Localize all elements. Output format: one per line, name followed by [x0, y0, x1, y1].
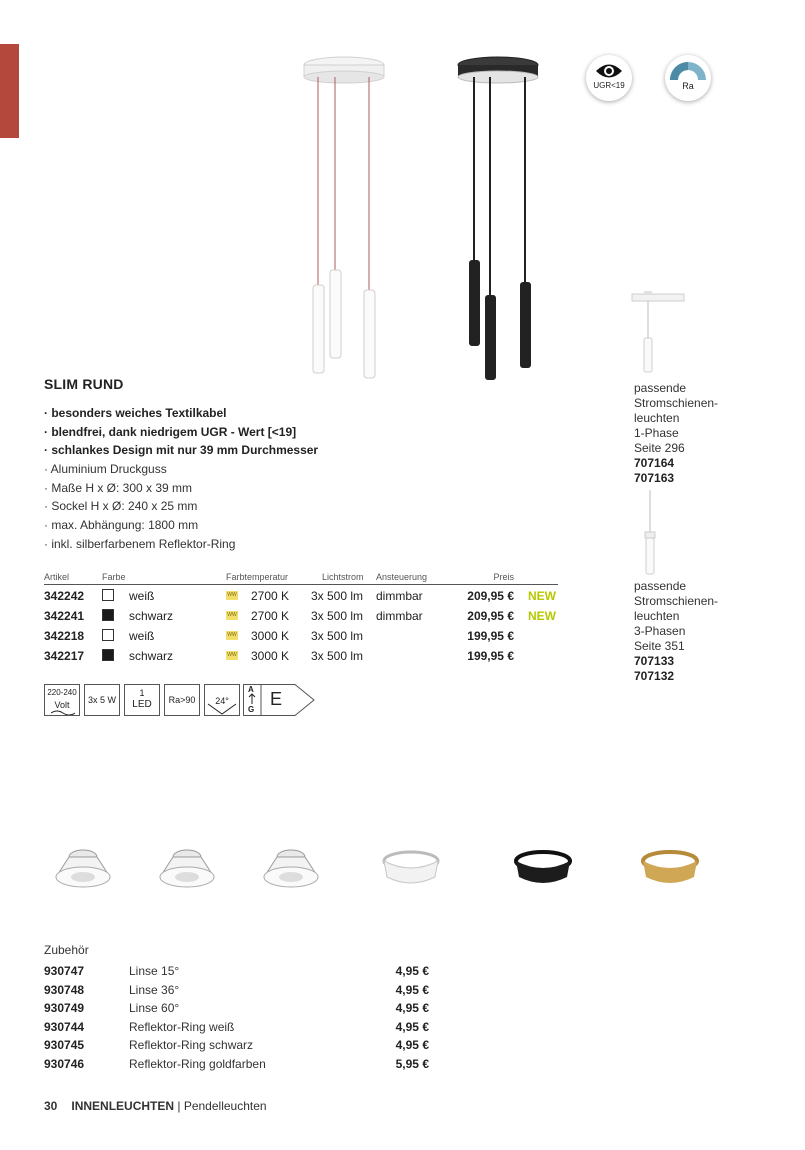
product-image-pendants [280, 50, 570, 390]
accessory-article: 930748 [44, 982, 85, 997]
color-temperature: 2700 K [251, 589, 290, 603]
price: 199,95 € [467, 629, 514, 643]
ugr-badge [586, 55, 632, 101]
beam-v-icon [207, 703, 237, 715]
control-type: dimmbar [376, 609, 423, 623]
side-article: 707164 [634, 456, 675, 470]
new-badge: NEW [528, 589, 556, 603]
color-swatch [102, 629, 114, 641]
side-text: 3-Phasen [634, 624, 686, 638]
page-footer [44, 1099, 267, 1113]
list-item [44, 1018, 429, 1037]
voltage-unit: Volt [54, 700, 70, 710]
warm-white-icon: WW [227, 592, 237, 598]
color-name: weiß [129, 589, 155, 603]
ra-badge [665, 55, 711, 101]
accessory-name: Linse 36° [129, 982, 180, 997]
luminous-flux: 3x 500 lm [311, 649, 364, 663]
side-note-1phase [634, 381, 718, 486]
ra-value: Ra>90 [168, 695, 196, 705]
warm-white-icon: WW [227, 612, 237, 618]
col-preis: Preis [493, 572, 514, 582]
power-icon [84, 684, 120, 716]
list-item [44, 962, 429, 981]
side-text: 1-Phase [634, 426, 679, 440]
subsection-name: Pendelleuchten [183, 1099, 267, 1113]
color-swatch [102, 649, 114, 661]
color-name: schwarz [129, 649, 174, 663]
side-note-3phasen [634, 579, 718, 684]
lens-36-image [152, 835, 222, 905]
list-item [44, 981, 429, 1000]
track-light-3phase-image [640, 490, 660, 578]
section-name: INNENLEUCHTEN [71, 1099, 175, 1113]
luminous-flux: 3x 500 lm [311, 609, 364, 623]
accessory-price: 4,95 € [395, 964, 429, 978]
accessory-article: 930747 [44, 964, 85, 978]
accessories-heading: Zubehör [44, 943, 89, 957]
table-header [44, 570, 558, 585]
page-number: 30 [44, 1099, 58, 1113]
table-row [44, 605, 558, 625]
luminous-flux: 3x 500 lm [311, 629, 364, 643]
product-title: SLIM RUND [44, 376, 124, 392]
article-number: 342241 [44, 609, 85, 623]
accessories-list [44, 962, 429, 1074]
beam-angle-icon [204, 684, 240, 716]
accessory-name: Reflektor-Ring schwarz [129, 1038, 254, 1053]
col-farbtemperatur: Farbtemperatur [226, 572, 289, 582]
led-label: LED [132, 699, 152, 710]
side-article: 707132 [634, 669, 675, 683]
accessory-article: 930746 [44, 1056, 85, 1071]
col-lichtstrom: Lichtstrom [322, 572, 364, 582]
article-table [44, 570, 558, 665]
luminous-flux: 3x 500 lm [311, 589, 364, 603]
col-artikel: Artikel [44, 572, 70, 582]
side-page-ref: Seite 351 [634, 639, 685, 653]
color-name: weiß [129, 629, 155, 643]
ac-wave-icon [51, 710, 75, 715]
reflector-ring-white-image [376, 835, 446, 905]
accessory-name: Linse 60° [129, 1001, 180, 1016]
ra-label: Ra [682, 81, 694, 91]
side-text: passende [634, 579, 687, 593]
side-text: Stromschienen- [634, 594, 719, 608]
voltage-range: 220-240 [47, 688, 77, 697]
list-item [44, 1055, 429, 1074]
beam-angle: 24° [215, 696, 229, 706]
side-text: leuchten [634, 609, 680, 623]
new-badge: NEW [528, 609, 556, 623]
control-type: dimmbar [376, 589, 423, 603]
feature-list [44, 404, 318, 554]
side-page-ref: Seite 296 [634, 441, 685, 455]
color-swatch [102, 589, 114, 601]
list-item [44, 999, 429, 1018]
side-text: leuchten [634, 411, 680, 425]
side-text: Stromschienen- [634, 396, 719, 410]
accessory-price: 4,95 € [395, 982, 429, 997]
article-number: 342242 [44, 589, 85, 603]
accessory-article: 930744 [44, 1019, 85, 1034]
color-temperature: 2700 K [251, 609, 290, 623]
track-light-1phase-image [630, 290, 686, 376]
energy-scale-bottom: G [248, 705, 255, 714]
feature-item: · inkl. silberfarbenem Reflektor-Ring [44, 536, 236, 551]
feature-item: · blendfrei, dank niedrigem UGR - Wert [<19] [44, 424, 297, 439]
accessory-article: 930745 [44, 1038, 85, 1053]
warm-white-icon: WW [227, 632, 237, 638]
accessory-price: 4,95 € [395, 1038, 429, 1053]
reflector-ring-gold-image [635, 835, 705, 905]
list-item [44, 1036, 429, 1055]
table-row [44, 645, 558, 665]
feature-item: · schlankes Design mit nur 39 mm Durchmesser [44, 443, 319, 458]
color-temperature: 3000 K [251, 629, 290, 643]
feature-item: · Aluminium Druckguss [44, 462, 167, 477]
led-count: 1 [139, 688, 145, 698]
table-row [44, 625, 558, 645]
price: 209,95 € [467, 609, 514, 623]
feature-item: · Maße H x Ø: 300 x 39 mm [44, 480, 193, 495]
footer-separator: | [174, 1099, 184, 1113]
color-temperature: 3000 K [251, 649, 290, 663]
col-ansteuerung: Ansteuerung [376, 572, 428, 582]
energy-class: E [270, 689, 283, 709]
reflector-ring-black-image [508, 835, 578, 905]
lens-15-image [48, 835, 118, 905]
ra-value-icon [164, 684, 200, 716]
feature-item: · max. Abhängung: 1800 mm [44, 518, 199, 533]
lens-60-image [256, 835, 326, 905]
price: 209,95 € [467, 589, 514, 603]
eye-icon [595, 62, 623, 80]
col-farbe: Farbe [102, 572, 126, 582]
accessory-price: 4,95 € [395, 1019, 429, 1034]
feature-item: · besonders weiches Textilkabel [44, 406, 227, 420]
side-article: 707163 [634, 471, 675, 485]
ugr-label: UGR<19 [593, 81, 625, 90]
side-article: 707133 [634, 654, 675, 668]
energy-scale-top: A [248, 685, 254, 694]
accessory-name: Reflektor-Ring weiß [129, 1019, 235, 1034]
side-text: passende [634, 381, 687, 395]
warm-white-icon: WW [227, 652, 237, 658]
voltage-icon [44, 684, 80, 716]
accessory-price: 5,95 € [395, 1056, 429, 1071]
table-row [44, 585, 558, 605]
accessory-price: 4,95 € [395, 1001, 429, 1016]
accessory-name: Linse 15° [129, 964, 180, 978]
accessory-article: 930749 [44, 1001, 85, 1016]
power-value: 3x 5 W [87, 695, 116, 705]
feature-item: · Sockel H x Ø: 240 x 25 mm [44, 499, 198, 514]
led-icon [124, 684, 160, 716]
color-swatch [102, 609, 114, 621]
article-number: 342218 [44, 629, 85, 643]
energy-label-icon [243, 684, 313, 716]
color-rendering-icon [668, 58, 708, 80]
color-name: schwarz [129, 609, 174, 623]
section-color-tab [0, 44, 19, 138]
accessory-name: Reflektor-Ring goldfarben [129, 1056, 266, 1071]
article-number: 342217 [44, 649, 85, 663]
price: 199,95 € [467, 649, 514, 663]
